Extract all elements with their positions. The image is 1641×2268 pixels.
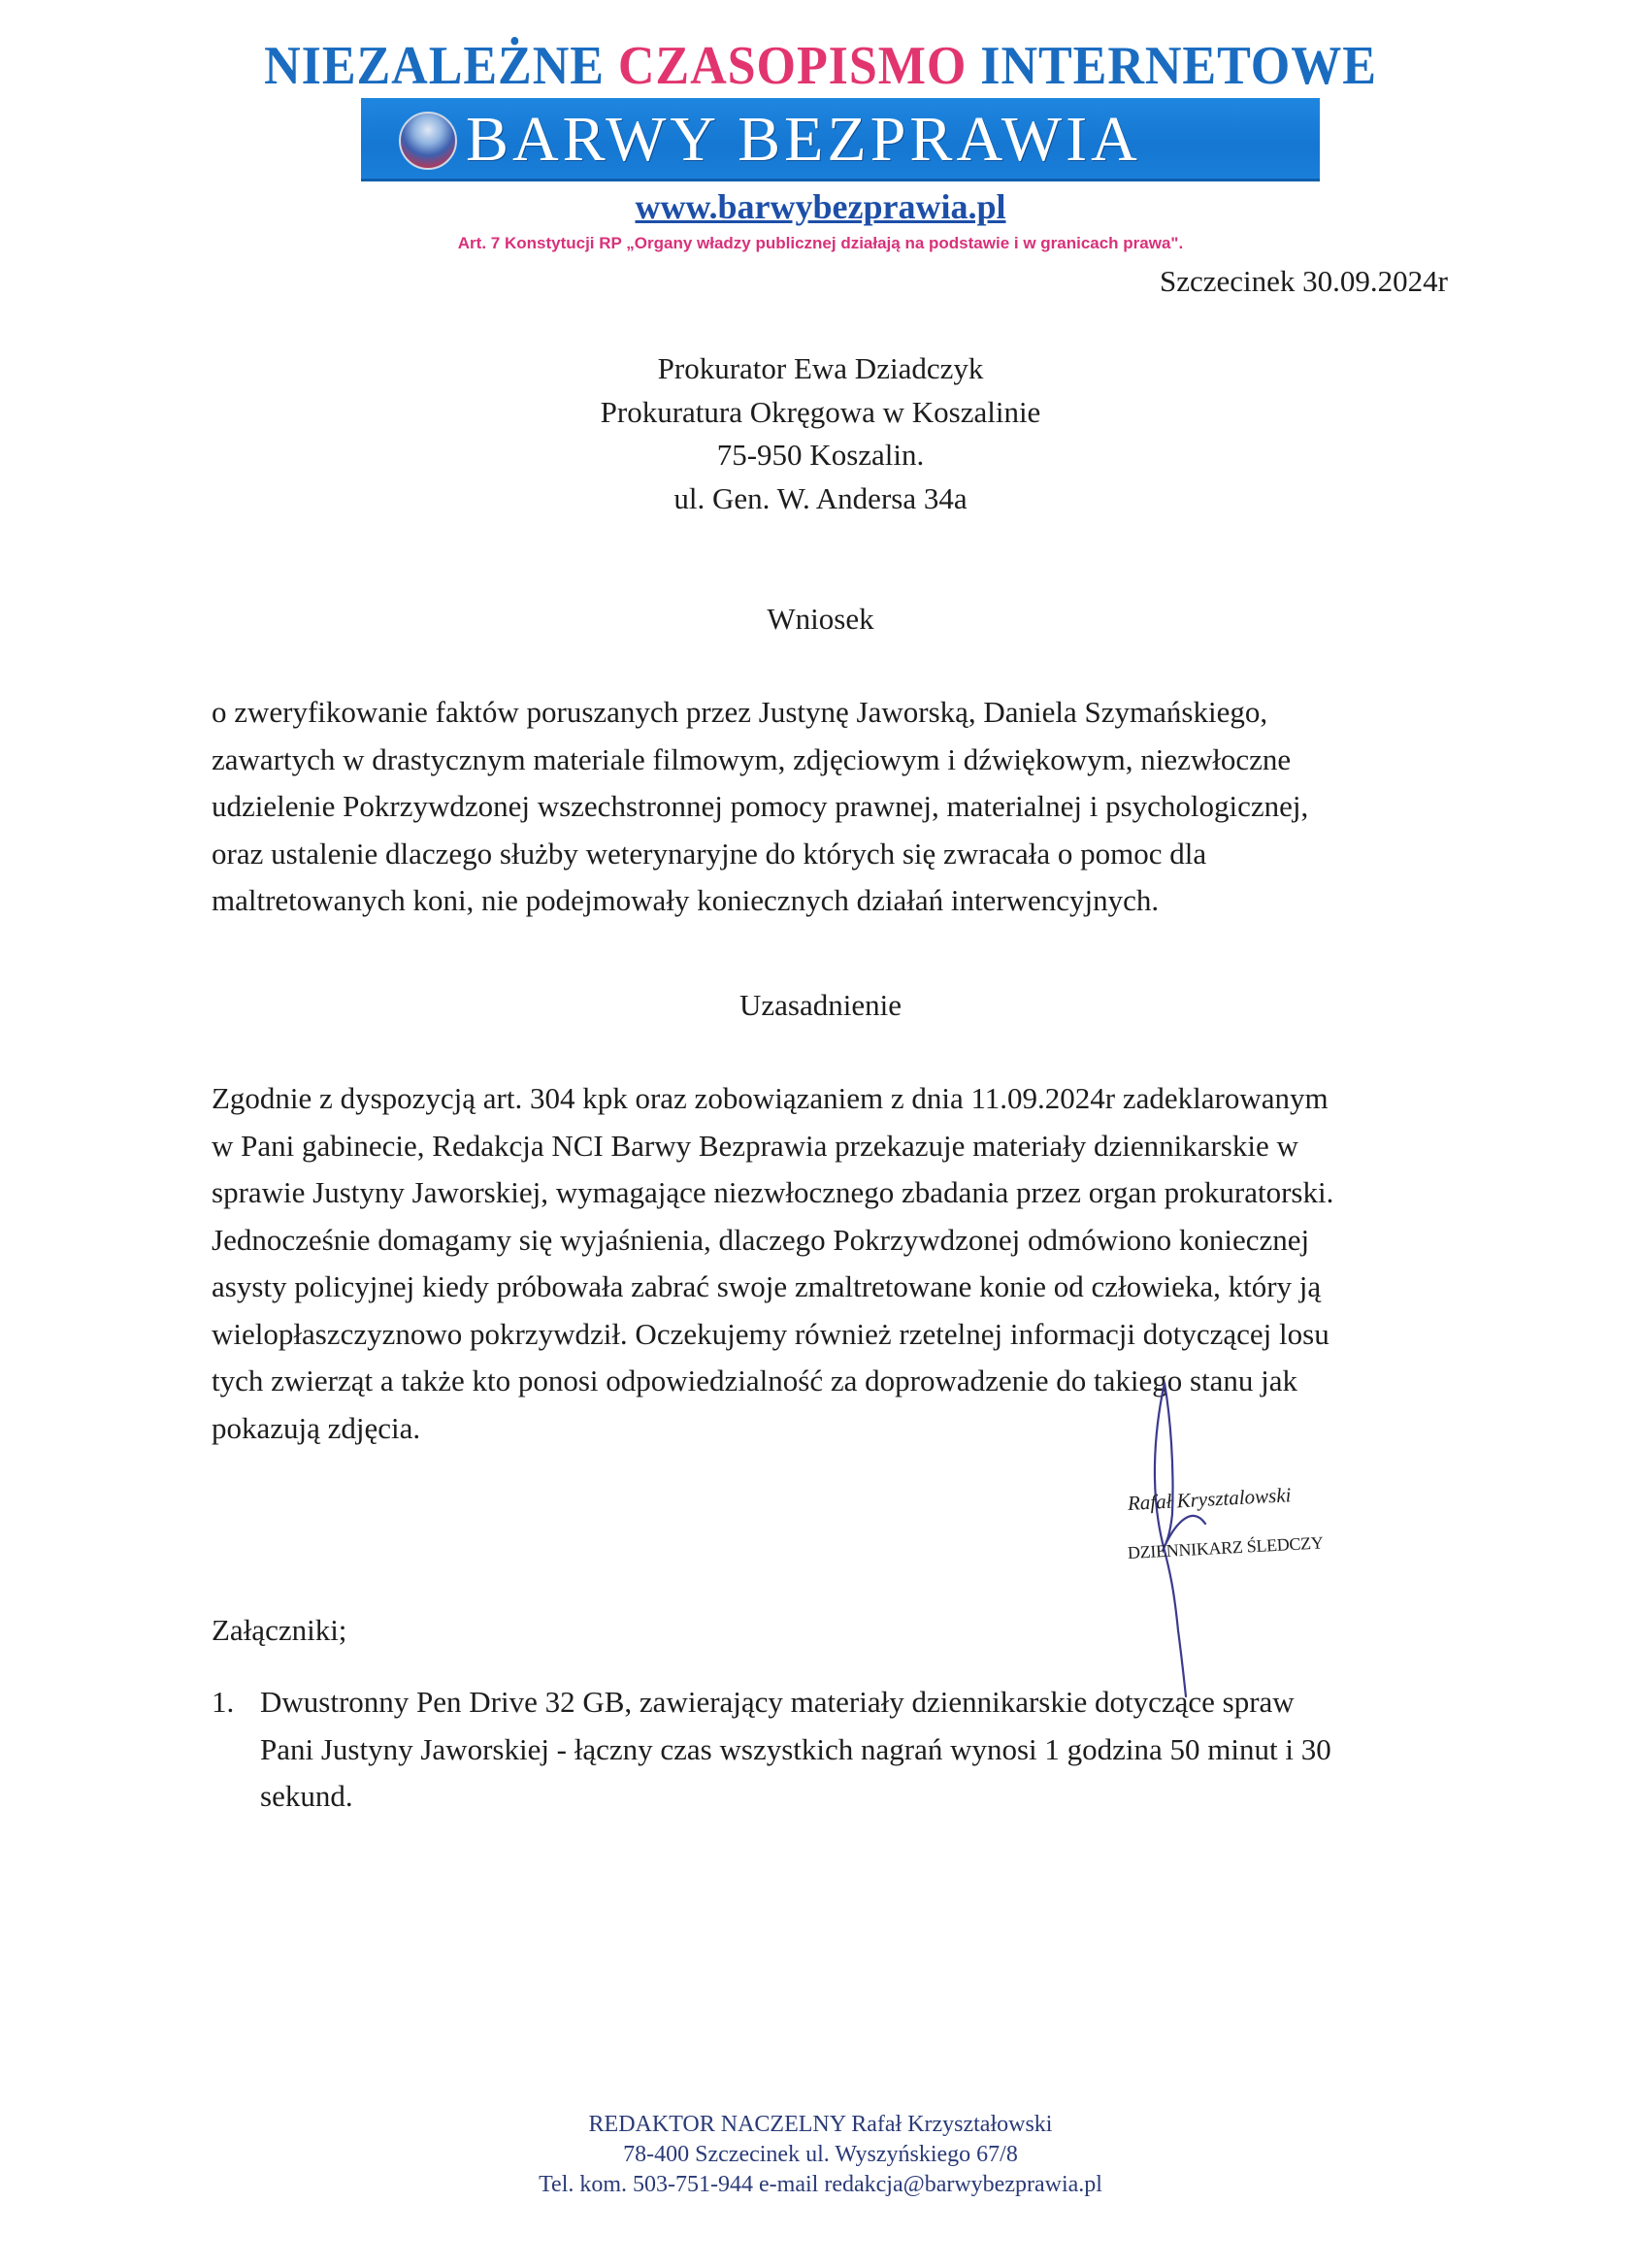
request-line: udzielenie Pokrzywdzonej wszechstronnej pomocy prawnej, materialnej i psychologicznej, bbox=[212, 789, 1309, 823]
request-paragraph bbox=[212, 689, 1473, 925]
publication-masthead-title bbox=[57, 37, 1584, 95]
attachments-label: Załączniki; bbox=[212, 1613, 347, 1647]
footer-editor: REDAKTOR NACZELNY Rafał Krzyształowski bbox=[588, 2112, 1053, 2137]
banner-title: BARWY BEZPRAWIA bbox=[466, 104, 1141, 175]
justification-line: pokazują zdjęcia. bbox=[212, 1410, 421, 1445]
footer-contact: Tel. kom. 503-751-944 e-mail redakcja@barwybezprawia.pl bbox=[539, 2172, 1102, 2197]
place-and-date: Szczecinek 30.09.2024r bbox=[1160, 264, 1448, 298]
justification-line: sprawie Justyny Jaworskiej, wymagające niezwłocznego zbadania przez organ prokuratorski. bbox=[212, 1175, 1334, 1209]
justification-line: w Pani gabinecie, Redakcja NCI Barwy Bezprawia przekazuje materiały dziennikarskie w bbox=[212, 1128, 1298, 1163]
attachment-line: Pani Justyny Jaworskiej - łączny czas wszystkich nagrań wynosi 1 godzina 50 minut i 30 bbox=[260, 1731, 1331, 1766]
recipient-office: Prokuratura Okręgowa w Koszalinie bbox=[600, 394, 1041, 429]
request-line: oraz ustalenie dlaczego służby weterynaryjne do których się zwracała o pomoc dla bbox=[212, 836, 1207, 871]
letter-footer bbox=[0, 2110, 1641, 2200]
recipient-postal-city: 75-950 Koszalin. bbox=[716, 438, 925, 472]
justification-line: tych zwierząt a także kto ponosi odpowiedzialność za doprowadzenie do takiego stanu jak bbox=[212, 1364, 1298, 1397]
attachment-line: Dwustronny Pen Drive 32 GB, zawierający materiały dziennikarskie dotyczące spraw bbox=[260, 1685, 1295, 1719]
justification-line: Jednocześnie domagamy się wyjaśnienia, dlaczego Pokrzywdzonej odmówiono koniecznej bbox=[212, 1222, 1310, 1257]
recipient-street: ul. Gen. W. Andersa 34a bbox=[673, 480, 968, 515]
justification-line: asysty policyjnej kiedy próbowała zabrać swoje zmaltretowane konie od człowieka, który ją bbox=[212, 1269, 1322, 1303]
justification-line: wielopłaszczyznowo pokrzywdził. Oczekujemy również rzetelnej informacji dotyczącej losu bbox=[212, 1316, 1329, 1351]
attachment-line: sekund. bbox=[260, 1779, 353, 1813]
justification-paragraph bbox=[212, 1075, 1473, 1452]
attachment-item bbox=[212, 1679, 1473, 1821]
signature-name: Rafał Krysztalowski bbox=[1127, 1483, 1292, 1515]
recipient-name: Prokurator Ewa Dziadczyk bbox=[657, 351, 984, 385]
justification-line: Zgodnie z dyspozycją art. 304 kpk oraz zobowiązaniem z dnia 11.09.2024r zadeklarowanym bbox=[212, 1081, 1329, 1115]
masthead-word-niezalezne: NIEZALEŻNE bbox=[264, 36, 618, 96]
request-line: maltretowanych koni, nie podejmowały koniecznych działań interwencyjnych. bbox=[212, 883, 1160, 917]
footer-address: 78-400 Szczecinek ul. Wyszyńskiego 67/8 bbox=[623, 2142, 1018, 2167]
signature-role: DZIENNIKARZ ŚLEDCZY bbox=[1127, 1532, 1325, 1562]
scales-of-justice-emblem-icon bbox=[399, 112, 457, 170]
request-line: zawartych w drastycznym materiale filmowym, zdjęciowym i dźwiękowym, niezwłoczne bbox=[212, 741, 1292, 776]
masthead-word-internetowe: INTERNETOWE bbox=[967, 36, 1377, 96]
justification-heading: Uzasadnienie bbox=[739, 988, 902, 1022]
attachment-number: 1. bbox=[212, 1685, 235, 1719]
website-link[interactable]: www.barwybezprawia.pl bbox=[635, 187, 1006, 226]
request-heading: Wniosek bbox=[767, 602, 874, 636]
recipient-address-block bbox=[0, 347, 1641, 520]
request-line: o zweryfikowanie faktów poruszanych przez Justynę Jaworską, Daniela Szymańskiego, bbox=[212, 695, 1268, 729]
masthead-word-czasopismo: CZASOPISMO bbox=[617, 36, 968, 96]
constitution-motto: Art. 7 Konstytucji RP „Organy władzy publicznej działają na podstawie i w granicach prawa". bbox=[457, 234, 1184, 252]
attachments-list bbox=[212, 1679, 1473, 1821]
